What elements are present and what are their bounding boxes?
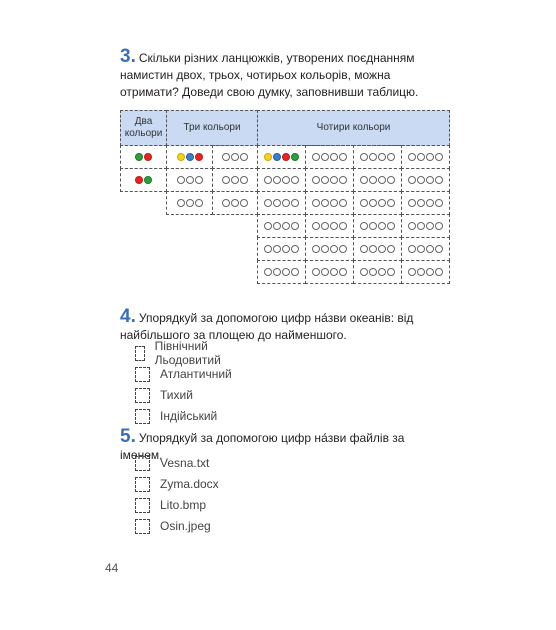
bead — [378, 199, 386, 207]
bead — [369, 176, 377, 184]
bead — [339, 245, 347, 253]
bead — [360, 199, 368, 207]
bead — [426, 268, 434, 276]
bead — [435, 245, 443, 253]
four-color-cell — [305, 237, 354, 261]
bead — [369, 245, 377, 253]
bead — [273, 199, 281, 207]
bead-red — [195, 153, 203, 161]
bead — [321, 245, 329, 253]
file-name: Zyma.docx — [160, 477, 219, 491]
number-input-box[interactable] — [135, 519, 150, 534]
four-color-cell — [257, 191, 306, 215]
bead — [360, 222, 368, 230]
four-color-cell — [305, 168, 354, 192]
bead — [435, 268, 443, 276]
bead — [264, 153, 272, 161]
bead — [312, 268, 320, 276]
bead — [273, 268, 281, 276]
four-color-cell — [401, 145, 450, 169]
bead — [408, 153, 416, 161]
bead — [264, 245, 272, 253]
bead — [321, 268, 329, 276]
bead — [339, 153, 347, 161]
task-5-number: 5. — [120, 426, 136, 447]
bead — [387, 176, 395, 184]
list-item — [135, 406, 217, 426]
bead-chain-table — [120, 110, 450, 290]
bead — [408, 268, 416, 276]
bead — [387, 222, 395, 230]
three-color-cell — [212, 168, 258, 192]
four-color-cell — [305, 260, 354, 284]
three-color-cell — [212, 191, 258, 215]
four-color-cell — [353, 260, 402, 284]
two-color-cell — [120, 168, 167, 192]
ocean-name: Північний Льодовитий — [154, 339, 221, 367]
bead — [387, 199, 395, 207]
list-item — [135, 474, 219, 494]
number-input-box[interactable] — [135, 477, 150, 492]
list-item — [135, 364, 232, 384]
ocean-name: Атлантичний — [160, 367, 232, 381]
bead — [369, 199, 377, 207]
header-two-colors: Два кольори — [120, 110, 167, 146]
bead — [264, 176, 272, 184]
bead — [282, 222, 290, 230]
four-color-cell — [401, 260, 450, 284]
bead — [360, 153, 368, 161]
number-input-box[interactable] — [135, 367, 150, 382]
four-color-cell — [305, 145, 354, 169]
header-three-colors: Три кольори — [166, 110, 258, 146]
bead-red — [135, 176, 143, 184]
bead — [312, 176, 320, 184]
bead — [417, 245, 425, 253]
list-item — [135, 516, 211, 536]
bead — [387, 268, 395, 276]
bead — [426, 199, 434, 207]
bead — [339, 199, 347, 207]
bead — [273, 153, 281, 161]
bead — [378, 153, 386, 161]
bead — [360, 268, 368, 276]
bead — [330, 245, 338, 253]
ocean-name: Тихий — [160, 388, 193, 402]
bead — [435, 176, 443, 184]
task-3 — [120, 48, 450, 101]
bead — [291, 199, 299, 207]
bead — [369, 153, 377, 161]
number-input-box[interactable] — [135, 409, 150, 424]
bead — [321, 153, 329, 161]
bead — [330, 199, 338, 207]
bead — [291, 176, 299, 184]
three-color-cell — [212, 145, 258, 169]
header-four-colors: Чотири кольори — [257, 110, 450, 146]
file-name: Vesna.txt — [160, 456, 210, 470]
bead — [435, 199, 443, 207]
bead — [291, 245, 299, 253]
four-color-cell — [401, 214, 450, 238]
bead-green — [135, 153, 143, 161]
bead — [339, 222, 347, 230]
bead — [417, 268, 425, 276]
bead — [321, 176, 329, 184]
bead — [330, 153, 338, 161]
task-4-number: 4. — [120, 306, 136, 327]
bead — [426, 153, 434, 161]
bead — [312, 153, 320, 161]
list-item — [135, 453, 209, 473]
number-input-box[interactable] — [135, 346, 145, 361]
bead — [435, 153, 443, 161]
bead — [321, 222, 329, 230]
file-name: Lito.bmp — [160, 498, 207, 512]
bead — [264, 268, 272, 276]
bead — [291, 153, 299, 161]
number-input-box[interactable] — [135, 498, 150, 513]
bead — [282, 153, 290, 161]
list-item — [135, 339, 226, 367]
bead — [435, 222, 443, 230]
four-color-cell — [353, 237, 402, 261]
bead — [282, 245, 290, 253]
bead — [312, 199, 320, 207]
list-item — [135, 385, 193, 405]
bead — [408, 245, 416, 253]
bead — [378, 245, 386, 253]
number-input-box[interactable] — [135, 388, 150, 403]
bead — [282, 176, 290, 184]
four-color-cell — [257, 214, 306, 238]
bead — [408, 176, 416, 184]
three-color-cell — [166, 191, 213, 215]
bead — [360, 245, 368, 253]
bead — [369, 268, 377, 276]
bead — [378, 222, 386, 230]
four-color-cell — [257, 237, 306, 261]
four-color-cell — [401, 237, 450, 261]
bead-green — [144, 176, 152, 184]
bead — [378, 176, 386, 184]
four-color-cell — [353, 214, 402, 238]
task-3-number: 3. — [120, 46, 136, 67]
list-item — [135, 495, 206, 515]
bead — [360, 176, 368, 184]
four-color-cell — [305, 214, 354, 238]
two-color-cell — [120, 145, 167, 169]
file-name: Osin.jpeg — [160, 519, 211, 533]
bead — [378, 268, 386, 276]
bead — [321, 199, 329, 207]
bead — [264, 199, 272, 207]
bead-red — [144, 153, 152, 161]
page-number: 44 — [105, 561, 119, 575]
bead — [273, 176, 281, 184]
bead — [273, 245, 281, 253]
bead — [426, 176, 434, 184]
bead — [417, 153, 425, 161]
bead — [426, 222, 434, 230]
ocean-name: Індійський — [160, 409, 218, 423]
bead — [339, 176, 347, 184]
bead — [339, 268, 347, 276]
bead — [330, 176, 338, 184]
bead — [408, 199, 416, 207]
bead — [417, 222, 425, 230]
bead — [291, 268, 299, 276]
four-color-cell — [401, 191, 450, 215]
four-color-cell — [353, 168, 402, 192]
bead — [312, 245, 320, 253]
four-color-cell — [401, 168, 450, 192]
task-4-text: Упорядкуй за допомогою цифр на́зви океанів: від найбільшого за площею до найменшого. — [120, 311, 414, 342]
bead-yellow — [177, 153, 185, 161]
bead — [417, 176, 425, 184]
four-color-cell — [353, 191, 402, 215]
bead — [387, 153, 395, 161]
number-input-box[interactable] — [135, 456, 150, 471]
three-color-cell — [166, 145, 213, 169]
bead — [369, 222, 377, 230]
bead-blue — [186, 153, 194, 161]
task-5-text: Упорядкуй за допомогою цифр на́зви файлів за іменем. — [120, 431, 405, 462]
bead — [426, 245, 434, 253]
bead — [330, 222, 338, 230]
bead — [312, 222, 320, 230]
bead — [282, 199, 290, 207]
three-color-cell — [166, 168, 213, 192]
bead — [417, 199, 425, 207]
four-color-cell — [257, 168, 306, 192]
four-color-cell — [257, 145, 306, 169]
bead — [264, 222, 272, 230]
bead — [273, 222, 281, 230]
bead — [282, 268, 290, 276]
four-color-cell — [257, 260, 306, 284]
task-3-text: Скільки різних ланцюжків, утворених поєднанням намистин двох, трьох, чотирьох кольорів, можна отримати? Доведи свою думку, заповнивши таблицю. — [120, 51, 419, 99]
four-color-cell — [305, 191, 354, 215]
four-color-cell — [353, 145, 402, 169]
bead — [330, 268, 338, 276]
bead — [408, 222, 416, 230]
bead — [291, 222, 299, 230]
bead — [387, 245, 395, 253]
